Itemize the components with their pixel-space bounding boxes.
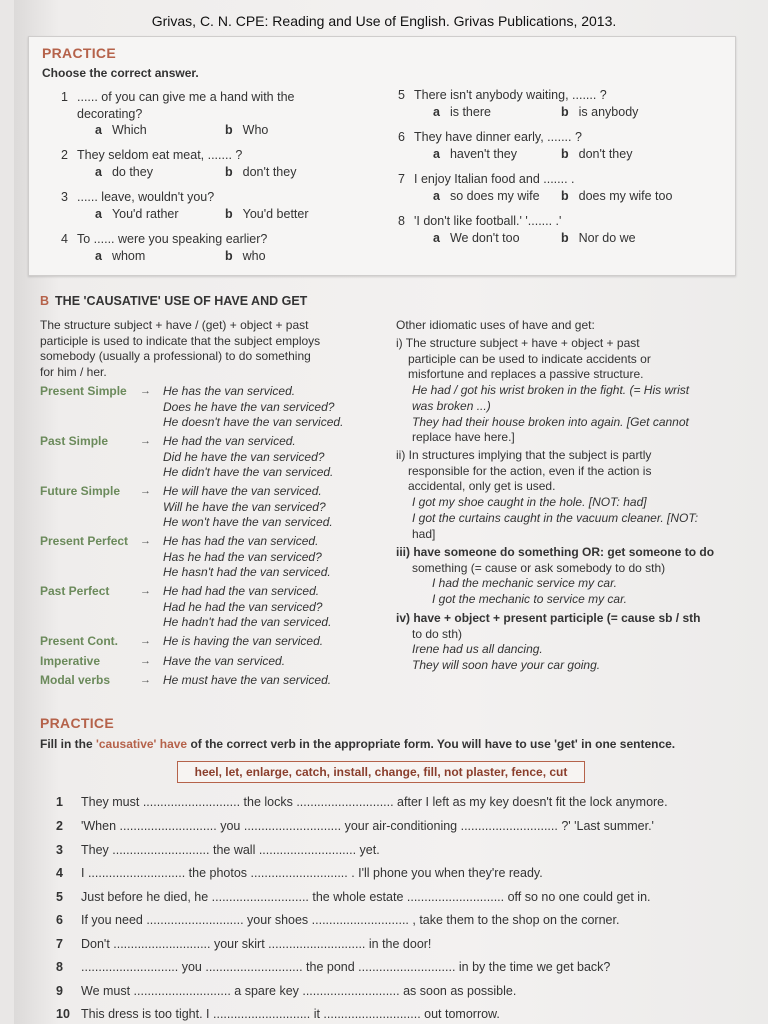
option-6b[interactable]: b don't they xyxy=(561,147,633,161)
option-6a[interactable]: a haven't they xyxy=(433,147,517,161)
option-5b[interactable]: b is anybody xyxy=(561,105,639,119)
arrow-icon: → xyxy=(140,435,151,447)
other-uses-heading: Other idiomatic uses of have and get: xyxy=(396,318,595,332)
tense-examples: He will have the van serviced. Will he have the van serviced? He won't have the van serviced. xyxy=(163,484,333,530)
question-5: 5 There isn't anybody waiting, ....... ? xyxy=(398,88,607,102)
question-8: 8 'I don't like football.' '....... .' xyxy=(398,214,562,228)
practice-instruction-2: Fill in the 'causative' have of the correct verb in the appropriate form. You will have to use 'get' in one sentence. xyxy=(40,737,676,751)
tense-examples: He has had the van serviced. Has he had the van serviced? He hasn't had the van serviced. xyxy=(163,534,331,580)
tense-imperative: Imperative xyxy=(40,654,101,668)
tense-present-perfect: Present Perfect xyxy=(40,534,129,548)
question-3: 3 ...... leave, wouldn't you? xyxy=(61,190,215,204)
tense-examples: He is having the van serviced. xyxy=(163,634,324,648)
option-1a[interactable]: a Which xyxy=(95,123,147,137)
practice-title-2: PRACTICE xyxy=(40,715,114,731)
word-box: heel, let, enlarge, catch, install, change, fill, not plaster, fence, cut xyxy=(177,761,585,783)
option-5a[interactable]: a is there xyxy=(433,105,491,119)
option-1b[interactable]: b Who xyxy=(225,123,269,137)
option-8a[interactable]: a We don't too xyxy=(433,231,520,245)
tense-future-simple: Future Simple xyxy=(40,484,121,498)
arrow-icon: → xyxy=(140,585,151,597)
arrow-icon: → xyxy=(140,485,151,497)
fill-item-3[interactable]: 3 They ............................ the wall ............................ yet. xyxy=(56,843,380,857)
tense-examples: Have the van serviced. xyxy=(163,654,286,668)
option-3a[interactable]: a You'd rather xyxy=(95,207,179,221)
fill-item-7[interactable]: 7 Don't ............................ your skirt ............................ in the door! xyxy=(56,937,432,951)
use-i: i) The structure subject + have + object + past participle can be used to indicate accidents or misfortune and replaces a passive structure. He had / got his wrist broken in the fight. (= His wrist was broken ...) They had their house broken into again. [Get cannot replace have here.] xyxy=(396,336,690,445)
tense-present-simple: Present Simple xyxy=(40,384,127,398)
use-ii: ii) In structures implying that the subject is partly responsible for the action, even if the action is accidental, only get is used. I got my shoe caught in the hole. [NOT: had] I got the curtains caught in the vacuum cleaner. [NOT: had] xyxy=(396,448,699,541)
practice-instruction: Choose the correct answer. xyxy=(42,66,199,80)
question-4: 4 To ...... were you speaking earlier? xyxy=(61,232,268,246)
practice-box-1 xyxy=(28,36,736,276)
tense-examples: He has the van serviced. Does he have the van serviced? He doesn't have the van serviced. xyxy=(163,384,344,430)
option-4b[interactable]: b who xyxy=(225,249,266,263)
tense-modal-verbs: Modal verbs xyxy=(40,673,111,687)
causative-intro: The structure subject + have / (get) + object + past participle is used to indicate that the subject employs somebody (usually a professional) to do something for him / her. xyxy=(40,318,321,379)
arrow-icon: → xyxy=(140,535,151,547)
option-8b[interactable]: b Nor do we xyxy=(561,231,636,245)
citation-header: Grivas, C. N. CPE: Reading and Use of English. Grivas Publications, 2013. xyxy=(151,13,617,29)
question-1: 1 ...... of you can give me a hand with the decorating? xyxy=(61,90,295,121)
tense-present-cont: Present Cont. xyxy=(40,634,119,648)
tense-examples: He had the van serviced. Did he have the van serviced? He didn't have the van serviced. xyxy=(163,434,334,480)
option-3b[interactable]: b You'd better xyxy=(225,207,309,221)
option-4a[interactable]: a whom xyxy=(95,249,146,263)
section-b-heading: B THE 'CAUSATIVE' USE OF HAVE AND GET xyxy=(40,294,308,308)
question-6: 6 They have dinner early, ....... ? xyxy=(398,130,582,144)
tense-past-perfect: Past Perfect xyxy=(40,584,110,598)
tense-examples: He had had the van serviced. Had he had the van serviced? He hadn't had the van serviced. xyxy=(163,584,332,630)
fill-item-5[interactable]: 5 Just before he died, he ............................ the whole estate ............................ off so no one could get in. xyxy=(56,890,651,904)
fill-item-4[interactable]: 4 I ............................ the photos ............................ . I'll phone you when they're ready. xyxy=(56,866,543,880)
option-2a[interactable]: a do they xyxy=(95,165,153,179)
option-2b[interactable]: b don't they xyxy=(225,165,297,179)
fill-item-8[interactable]: 8 ............................ you ............................ the pond ............................ in by the time we get back? xyxy=(56,960,611,974)
practice-title: PRACTICE xyxy=(42,45,116,61)
question-2: 2 They seldom eat meat, ....... ? xyxy=(61,148,243,162)
arrow-icon: → xyxy=(140,635,151,647)
fill-item-9[interactable]: 9 We must ............................ a spare key ............................ as soon as possible. xyxy=(56,984,517,998)
question-7: 7 I enjoy Italian food and ....... . xyxy=(398,172,575,186)
arrow-icon: → xyxy=(140,655,151,667)
tense-past-simple: Past Simple xyxy=(40,434,109,448)
use-iii: iii) have someone do something OR: get someone to do something (= cause or ask somebody to do sth) I had the mechanic service my car. I got the mechanic to service my car. xyxy=(396,545,715,607)
option-7a[interactable]: a so does my wife xyxy=(433,189,540,203)
tense-examples: He must have the van serviced. xyxy=(163,673,332,687)
fill-item-10[interactable]: 10 This dress is too tight. I ............................ it ............................ out tomorrow. xyxy=(56,1007,500,1021)
fill-item-2[interactable]: 2 'When ............................ you ............................ your air-conditioning ............................ ?' 'Last summer.' xyxy=(56,819,654,833)
arrow-icon: → xyxy=(140,674,151,686)
option-7b[interactable]: b does my wife too xyxy=(561,189,673,203)
arrow-icon: → xyxy=(140,385,151,397)
use-iv: iv) have + object + present participle (= cause sb / sth to do sth) Irene had us all dancing. They will soon have your car going. xyxy=(396,611,701,673)
fill-item-1[interactable]: 1 They must ............................ the locks ............................ after I left as my key doesn't fit the lock anymore. xyxy=(56,795,668,809)
fill-item-6[interactable]: 6 If you need ............................ your shoes ............................ , take them to the shop on the corner. xyxy=(56,913,620,927)
